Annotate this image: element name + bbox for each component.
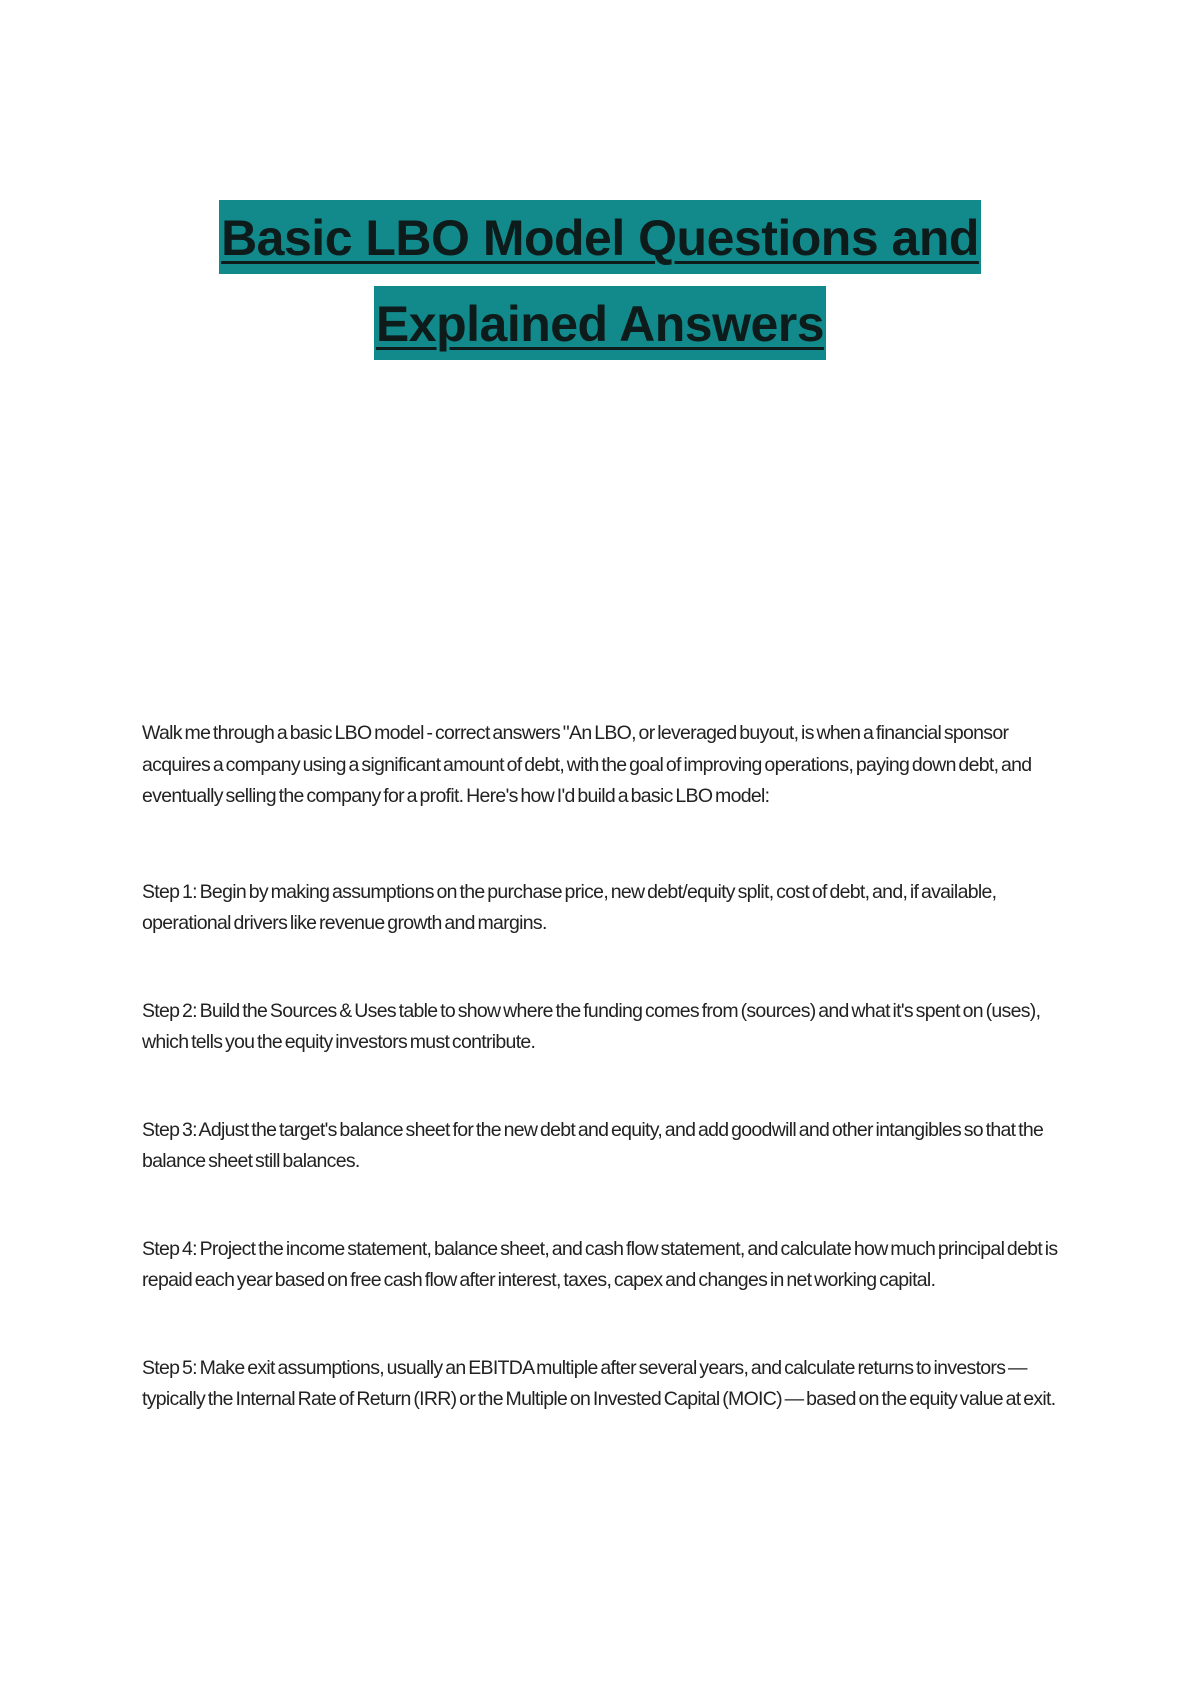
document-body (142, 718, 1062, 1472)
paragraph-step-2: Step 2: Build the Sources & Uses table to show where the funding comes from (sources) and what it's spent on (uses), which tells you the equity investors must contribute. (142, 999, 1041, 1053)
document-title (0, 200, 1200, 360)
paragraph-step-5: Step 5: Make exit assumptions, usually an EBITDA multiple after several years, and calculate returns to investors — typically the Internal Rate of Return (IRR) or the Multiple on Invested Capital (MOIC) — based on the equity value at exit. (142, 1356, 1056, 1410)
title-line-1: Basic LBO Model Questions and (219, 200, 981, 274)
paragraph-intro: Walk me through a basic LBO model - correct answers "An LBO, or leveraged buyout, is when a financial sponsor acquires a company using a significant amount of debt, with the goal of improving operations, paying down debt, and eventually selling the company for a profit. Here's how I'd build a basic LBO model: (142, 722, 1032, 807)
paragraph-step-1: Step 1: Begin by making assumptions on the purchase price, new debt/equity split, cost of debt, and, if available, operational drivers like revenue growth and margins. (142, 880, 997, 934)
title-line-2: Explained Answers (374, 286, 826, 360)
paragraph-step-3: Step 3: Adjust the target's balance sheet for the new debt and equity, and add goodwill and other intangibles so that the balance sheet still balances. (142, 1118, 1044, 1172)
paragraph-step-4: Step 4: Project the income statement, balance sheet, and cash flow statement, and calculate how much principal debt is repaid each year based on free cash flow after interest, taxes, capex and changes in net working capital. (142, 1237, 1058, 1291)
